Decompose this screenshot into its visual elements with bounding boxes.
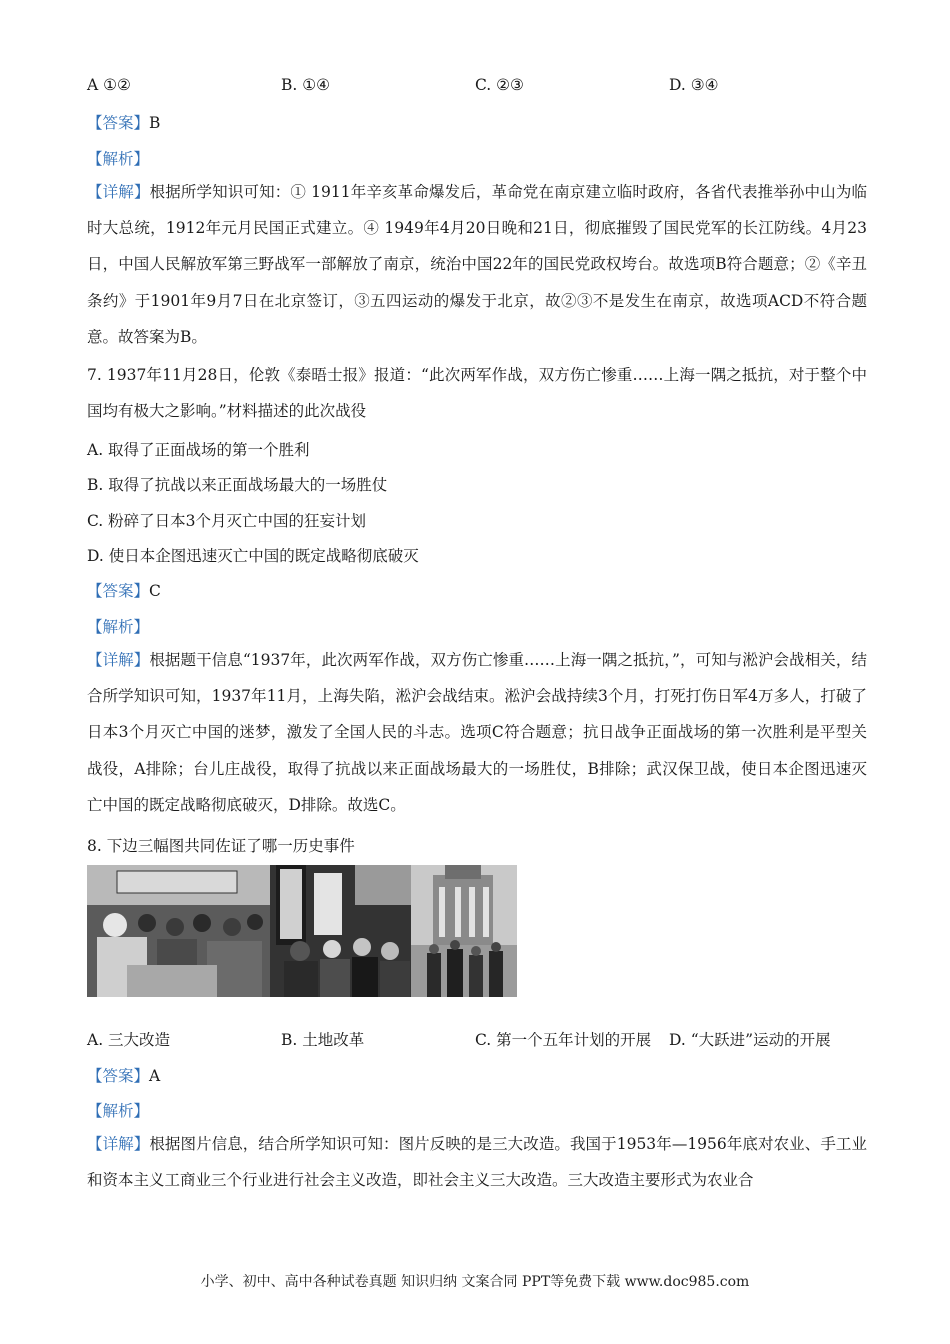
answer-value: B [149,114,161,132]
q6-detail [87,174,867,355]
detail-tag: 【详解】 [87,1135,150,1153]
q8-stem: 8. 下边三幅图共同佐证了哪一历史事件 [87,837,355,855]
photo-3 [411,865,517,997]
q6-option-d: D. ③④ [669,76,719,94]
q7-option-b: B. 取得了抗战以来正面战场最大的一场胜仗 [87,476,388,494]
detail-text: 根据所学知识可知：① 1911年辛亥革命爆发后，革命党在南京建立临时政府，各省代表推举孙中山为临时大总统，1912年元月民国正式建立。④ 1949年4月20日晚和21日，彻底摧毁了国民党军的长江防线。4月23日，中国人民解放军第三野战军一部解放了南京，统治中国22年的国民党政权垮台。故选项B符合题意；②《辛丑条约》于1901年9月7日在北京签订，③五四运动的爆发于北京，故②③不是发生在南京，故选项ACD不符合题意。故答案为B。 [87,183,867,346]
q7-detail [87,642,867,823]
photo-2 [270,865,411,997]
q6-option-a: A ①② [87,76,131,94]
q7-option-d: D. 使日本企图迅速灭亡中国的既定战略彻底破灭 [87,547,419,565]
q7-option-a: A. 取得了正面战场的第一个胜利 [87,441,310,459]
shop-crowd-photo [270,865,411,997]
answer-tag: 【答案】 [87,114,150,132]
answer-value: C [149,582,161,600]
q8-option-b: B. 土地改革 [281,1031,365,1049]
q8-option-d: D. “大跃进”运动的开展 [669,1031,831,1049]
q7-option-c: C. 粉碎了日本3个月灭亡中国的狂妄计划 [87,512,367,530]
detail-text: 根据题干信息“1937年，此次两军作战，双方伤亡惨重……上海一隅之抵抗，”，可知与淞沪会战相关，结合所学知识可知，1937年11月，上海失陷，淞沪会战结束。淞沪会战持续3个月，打死打伤日军4万多人，打破了日本3个月灭亡中国的迷梦，激发了全国人民的斗志。选项C符合题意；抗日战争正面战场的第一次胜利是平型关战役，A排除；台儿庄战役，取得了抗战以来正面战场最大的一场胜仗，B排除；武汉保卫战，使日本企图迅速灭亡中国的既定战略彻底破灭，D排除。故选C。 [87,651,867,814]
q6-option-c: C. ②③ [475,76,524,94]
q8-analysis-tag: 【解析】 [87,1102,150,1120]
q7-analysis-tag: 【解析】 [87,618,150,636]
answer-value: A [149,1067,161,1085]
crowd-registration-photo [87,865,270,997]
q8-option-a: A. 三大改造 [87,1031,171,1049]
answer-tag: 【答案】 [87,1067,150,1085]
detail-tag: 【详解】 [87,651,150,669]
detail-text: 根据图片信息，结合所学知识可知：图片反映的是三大改造。我国于1953年—1956年底对农业、手工业和资本主义工商业三个行业进行社会主义改造，即社会主义三大改造。三大改造主要形式为农业合 [87,1135,867,1190]
page-footer: 小学、初中、高中各种试卷真题 知识归纳 文案合同 PPT等免费下载 www.doc985.com [200,1274,750,1290]
q8-option-c: C. 第一个五年计划的开展 [475,1031,652,1049]
q7-answer [87,579,161,601]
photo-1 [87,865,270,997]
q6-answer [87,111,160,133]
building-parade-photo [411,865,517,997]
q6-analysis-tag: 【解析】 [87,150,150,168]
q6-option-b: B. ①④ [281,76,331,94]
q8-detail [87,1126,867,1198]
answer-tag: 【答案】 [87,582,150,600]
detail-tag: 【详解】 [87,183,150,201]
q8-answer [87,1064,160,1086]
q7-stem: 7. 1937年11月28日，伦敦《泰晤士报》报道：“此次两军作战，双方伤亡惨重……上海一隅之抵抗，对于整个中国均有极大之影响。”材料描述的此次战役 [87,366,867,421]
